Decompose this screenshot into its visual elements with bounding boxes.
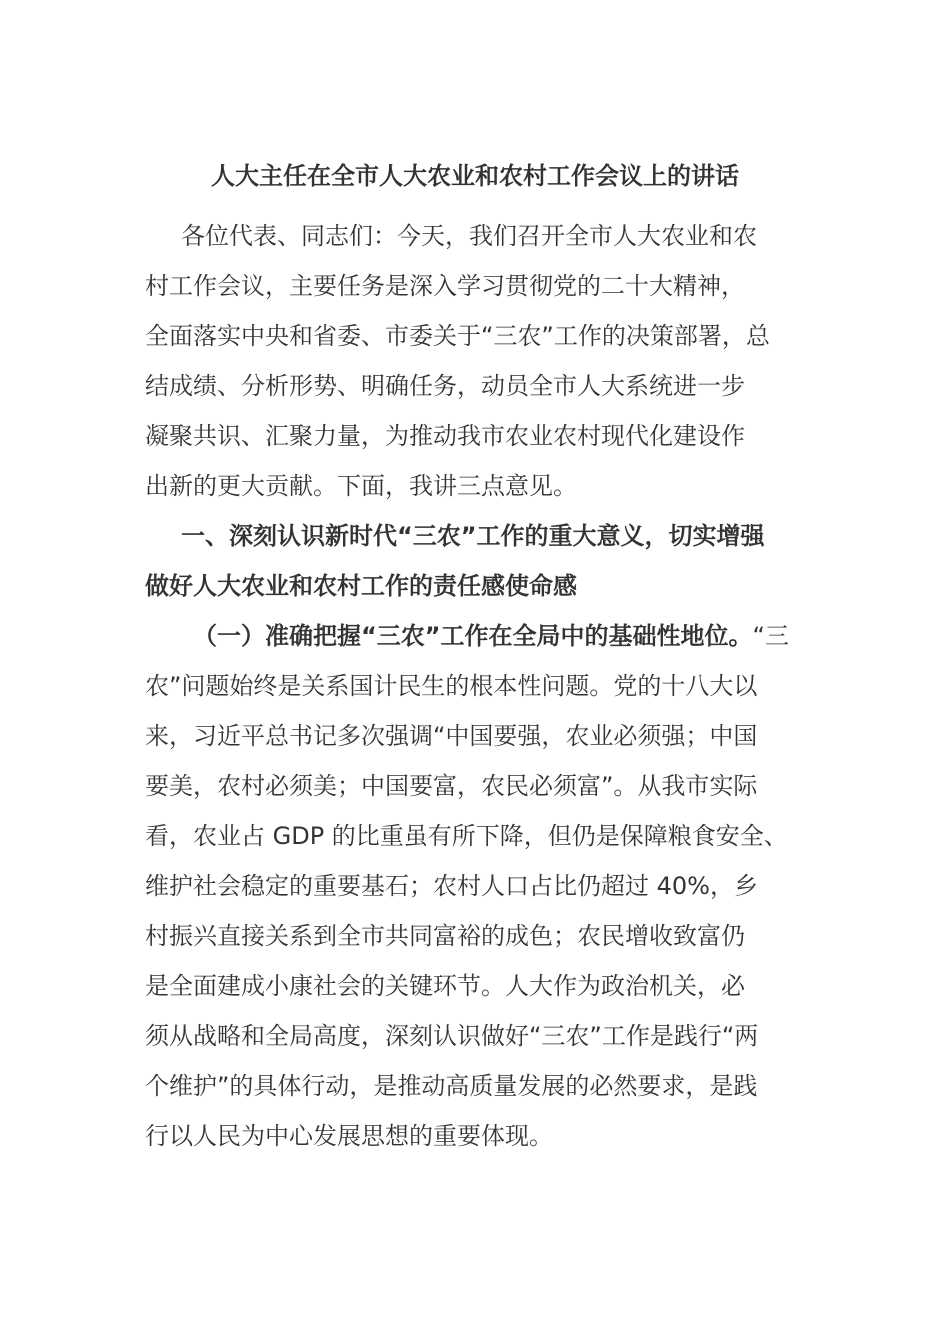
paragraph-opening-line: 凝聚共识、汇聚力量，为推动我市农业农村现代化建设作 — [145, 422, 745, 450]
paragraph-opening-line: 结成绩、分析形势、明确任务，动员全市人大系统进一步 — [145, 372, 745, 400]
paragraph-line: 须从战略和全局高度，深刻认识做好“三农”工作是践行“两 — [145, 1022, 759, 1050]
section-heading-line: 做好人大农业和农村工作的责任感使命感 — [145, 572, 577, 600]
paragraph-line: 行以人民为中心发展思想的重要体现。 — [145, 1122, 553, 1150]
paragraph-line: 是全面建成小康社会的关键环节。人大作为政治机关，必 — [145, 972, 745, 1000]
paragraph-line: 看，农业占 GDP 的比重虽有所下降，但仍是保障粮食安全、 — [145, 822, 788, 850]
document-title: 人大主任在全市人大农业和农村工作会议上的讲话 — [211, 162, 739, 190]
document-body — [145, 216, 825, 1166]
paragraph-opening-line: 各位代表、同志们：今天，我们召开全市人大农业和农 — [181, 222, 757, 250]
paragraph-line: 要美，农村必须美；中国要富，农民必须富”。从我市实际 — [145, 772, 758, 800]
subsection-heading: （一）准确把握“三农”工作在全局中的基础性地位。 — [193, 622, 753, 650]
paragraph-opening-line: 全面落实中央和省委、市委关于“三农”工作的决策部署，总 — [145, 322, 770, 350]
paragraph-opening-line: 村工作会议，主要任务是深入学习贯彻党的二十大精神， — [145, 272, 745, 300]
paragraph-opening-line: 出新的更大贡献。下面，我讲三点意见。 — [145, 472, 577, 500]
paragraph-line: 维护社会稳定的重要基石；农村人口占比仍超过 40%，乡 — [145, 872, 758, 900]
paragraph-line: 来，习近平总书记多次强调“中国要强，农业必须强；中国 — [145, 722, 758, 750]
paragraph-line: 个维护”的具体行动，是推动高质量发展的必然要求，是践 — [145, 1072, 758, 1100]
section-heading-line: 一、深刻认识新时代“三农”工作的重大意义，切实增强 — [181, 522, 765, 550]
paragraph-line: 村振兴直接关系到全市共同富裕的成色；农民增收致富仍 — [145, 922, 745, 950]
subsection-text-start: “三 — [752, 622, 789, 650]
subsection-line — [145, 616, 825, 666]
paragraph-line: 农”问题始终是关系国计民生的根本性问题。党的十八大以 — [145, 672, 758, 700]
